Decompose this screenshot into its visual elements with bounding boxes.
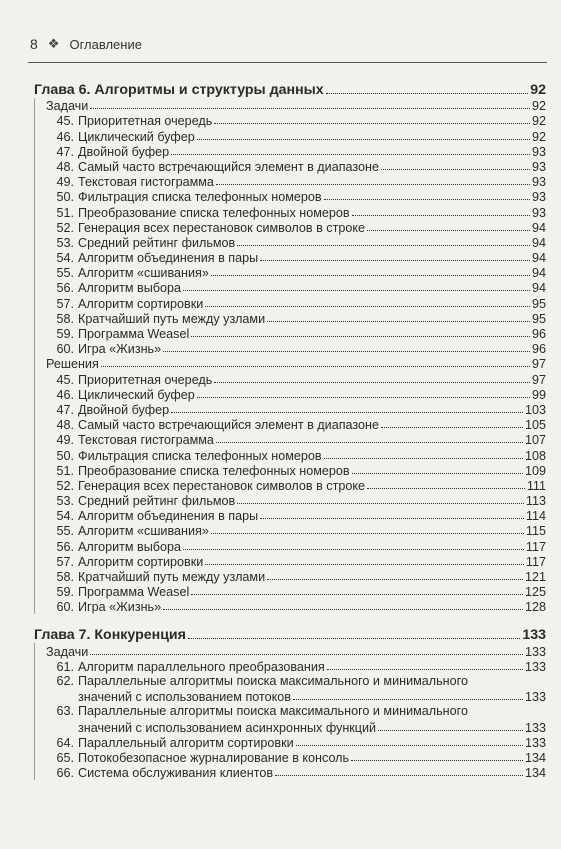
entry-number: 59. <box>56 327 74 341</box>
entry-title: Программа Weasel <box>78 585 190 600</box>
entry-title: Алгоритм выбора <box>78 539 182 554</box>
chapter-heading-title: Глава 7. Конкуренция <box>34 627 186 644</box>
toc-entry <box>46 159 546 174</box>
toc-entry-title <box>46 130 195 144</box>
dot-leader <box>267 321 530 322</box>
dot-leader <box>183 549 524 550</box>
toc-entry <box>46 280 546 295</box>
entry-title: Кратчайший путь между узлами <box>78 311 266 326</box>
entry-title: Генерация всех перестановок символов в строке <box>78 478 366 493</box>
dot-leader <box>216 442 523 443</box>
toc-entry-title <box>46 540 181 554</box>
page-ref: 94 <box>531 266 546 281</box>
entry-title: Кратчайший путь между узлами <box>78 570 266 584</box>
entry-number: 49. <box>56 433 74 448</box>
section-heading-tasks-title: Задачи <box>46 99 89 114</box>
page-ref: 97 <box>531 357 546 372</box>
toc-entry-title <box>46 221 365 235</box>
page-ref: 105 <box>524 418 546 433</box>
dot-leader <box>260 260 530 261</box>
entry-number: 47. <box>56 144 74 159</box>
dot-leader <box>101 366 530 367</box>
toc-entry-title <box>46 373 212 387</box>
toc-entry-title <box>46 660 325 674</box>
entry-number: 64. <box>56 735 74 750</box>
entry-title: Игра «Жизнь» <box>78 600 162 615</box>
entry-title: Потокобезопасное журналирование в консоль <box>78 750 350 765</box>
entry-title-line2 <box>46 719 546 734</box>
toc-entry <box>46 235 546 250</box>
dot-leader <box>216 184 530 185</box>
entry-title: Самый часто встречающийся элемент в диапазоне <box>78 418 379 433</box>
toc-entry-title <box>46 175 214 189</box>
entry-title: Циклический буфер <box>78 387 195 402</box>
toc-entry-title <box>46 766 273 780</box>
toc-entry-title <box>46 236 235 250</box>
toc-entry <box>46 189 546 204</box>
toc-entry <box>46 250 546 265</box>
entry-title: Алгоритм «сшивания» <box>78 266 209 281</box>
toc-entry <box>46 326 546 341</box>
entry-title: Алгоритм «сшивания» <box>78 524 209 539</box>
page-ref: 93 <box>531 190 546 205</box>
page-ref: 103 <box>524 402 546 417</box>
entry-number: 45. <box>56 372 74 387</box>
toc-entry <box>46 478 546 493</box>
entry-title: Алгоритм объединения в пары <box>78 509 259 524</box>
chapter-group <box>34 98 546 614</box>
toc-entry-title <box>46 403 169 417</box>
page-ref: 133 <box>524 735 546 750</box>
entry-title: Алгоритм параллельного преобразования <box>78 659 325 674</box>
page-ref: 92 <box>531 114 546 129</box>
toc-entry-title <box>46 555 203 569</box>
dot-leader <box>352 473 523 474</box>
section-heading-tasks <box>46 643 546 658</box>
dot-leader <box>267 579 523 580</box>
page-ref: 92 <box>531 99 546 114</box>
chapter-heading <box>34 617 546 643</box>
entry-title: Циклический буфер <box>78 129 195 144</box>
dot-leader <box>237 245 530 246</box>
entry-number: 47. <box>56 402 74 417</box>
dot-leader <box>191 594 523 595</box>
page-ref: 133 <box>524 690 546 705</box>
page-ref: 133 <box>524 659 546 674</box>
chapter-group <box>34 643 546 780</box>
entry-number: 46. <box>56 387 74 402</box>
page-ref: 109 <box>524 463 546 478</box>
dot-leader <box>211 533 524 534</box>
section-heading-tasks-title: Задачи <box>46 644 89 659</box>
dot-leader <box>171 154 530 155</box>
entry-number: 54. <box>56 251 74 266</box>
toc-entry-title <box>46 751 349 765</box>
dot-leader <box>90 654 523 655</box>
page-ref: 133 <box>524 644 546 659</box>
toc-entry <box>46 295 546 310</box>
dot-leader <box>188 638 520 639</box>
toc-entry-title <box>46 433 214 447</box>
dot-leader <box>191 336 530 337</box>
toc-entry <box>46 463 546 478</box>
toc-entry-title <box>46 281 181 295</box>
entry-number: 50. <box>56 448 74 463</box>
entry-title: значений с использованием асинхронных функций <box>78 720 377 735</box>
entry-number: 52. <box>56 478 74 493</box>
page-ref: 115 <box>525 524 546 539</box>
dot-leader <box>214 123 530 124</box>
entry-title: Алгоритм сортировки <box>78 296 204 311</box>
toc-entry-title <box>46 585 189 599</box>
entry-title: Самый часто встречающийся элемент в диапазоне <box>78 159 379 174</box>
page-ref: 94 <box>531 235 546 250</box>
entry-number: 61. <box>56 659 74 674</box>
entry-number: 60. <box>56 600 74 615</box>
toc-entry-title <box>46 266 209 280</box>
dot-leader <box>211 275 530 276</box>
entry-title: Текстовая гистограмма <box>78 433 214 448</box>
dot-leader <box>326 93 529 94</box>
entry-title: Двойной буфер <box>78 144 170 159</box>
toc-entry <box>46 599 546 614</box>
toc-entry <box>46 750 546 765</box>
entry-number: 53. <box>56 494 74 509</box>
dot-leader <box>183 290 530 291</box>
page-ref: 128 <box>524 600 546 615</box>
dot-leader <box>171 412 523 413</box>
dot-leader <box>367 488 525 489</box>
toc-entry <box>46 432 546 447</box>
dot-leader <box>352 215 530 216</box>
page-ref: 99 <box>531 387 546 402</box>
entry-number: 49. <box>56 175 74 190</box>
entry-title-line1: Параллельные алгоритмы поиска максимального и минимального <box>78 673 468 688</box>
page-ref: 93 <box>531 144 546 159</box>
dot-leader <box>237 503 524 504</box>
dot-leader <box>381 169 530 170</box>
entry-number: 50. <box>56 190 74 205</box>
page-ref: 121 <box>524 570 546 584</box>
toc-entry <box>46 508 546 523</box>
dot-leader <box>324 199 530 200</box>
entry-title: Преобразование списка телефонных номеров <box>78 205 350 220</box>
page-ref: 111 <box>526 478 546 493</box>
toc-entry-title <box>46 206 350 220</box>
entry-number: 51. <box>56 463 74 478</box>
toc-entry-title <box>46 327 189 341</box>
dot-leader <box>327 669 523 670</box>
entry-title-line1: Параллельные алгоритмы поиска максимального и минимального <box>78 704 468 719</box>
entry-title: Алгоритм объединения в пары <box>78 251 259 266</box>
toc-entry <box>46 569 546 584</box>
section-heading-solutions-title: Решения <box>46 357 99 372</box>
entry-number: 46. <box>56 129 74 144</box>
toc-entry <box>46 113 546 128</box>
toc-entry-title <box>46 464 350 478</box>
toc-entry <box>46 387 546 402</box>
page-ref: 96 <box>531 327 546 341</box>
dot-leader <box>163 351 530 352</box>
dot-leader <box>197 397 530 398</box>
dot-leader <box>381 427 523 428</box>
dot-leader <box>163 609 523 610</box>
entry-number: 63. <box>56 704 74 719</box>
toc-entry <box>46 493 546 508</box>
toc-entry-title <box>46 114 212 128</box>
page-ref: 92 <box>530 82 546 98</box>
entry-title: Средний рейтинг фильмов <box>78 235 236 250</box>
entry-title: Приоритетная очередь <box>78 372 213 387</box>
toc-entry <box>46 128 546 143</box>
entry-title: Текстовая гистограмма <box>78 175 214 190</box>
toc-entry-title <box>46 524 209 538</box>
toc-entry <box>46 659 546 674</box>
entry-title: Алгоритм выбора <box>78 281 182 296</box>
page-ref: 93 <box>531 159 546 174</box>
entry-title: Программа Weasel <box>78 327 190 341</box>
toc-entry-title <box>46 388 195 402</box>
toc-entry <box>46 402 546 417</box>
page-ref: 114 <box>525 509 546 524</box>
toc-entry-title <box>46 600 161 614</box>
toc-entry <box>46 341 546 356</box>
dot-leader <box>351 760 523 761</box>
entry-number: 57. <box>56 554 74 569</box>
toc-entry <box>46 765 546 780</box>
toc-entry-title <box>46 145 169 159</box>
entry-number: 59. <box>56 585 74 600</box>
dot-leader <box>324 458 523 459</box>
toc-entry <box>46 204 546 219</box>
entry-number: 58. <box>56 570 74 584</box>
header-rule <box>28 62 547 63</box>
entry-number: 56. <box>56 539 74 554</box>
entry-number: 65. <box>56 750 74 765</box>
page-ref: 133 <box>522 627 546 644</box>
entry-number: 55. <box>56 266 74 281</box>
entry-title-line2 <box>46 689 546 704</box>
entry-title: Игра «Жизнь» <box>78 342 162 357</box>
entry-number: 45. <box>56 114 74 129</box>
page-ref: 93 <box>531 205 546 220</box>
page-ref: 94 <box>531 281 546 296</box>
toc-entry <box>46 417 546 432</box>
page-ref: 95 <box>531 311 546 326</box>
page-ref: 133 <box>524 720 546 735</box>
entry-number: 57. <box>56 296 74 311</box>
dot-leader <box>90 108 530 109</box>
page-ref: 93 <box>531 175 546 190</box>
running-header <box>30 36 142 52</box>
toc-entry <box>46 144 546 159</box>
table-of-contents <box>0 72 561 780</box>
entry-number: 60. <box>56 342 74 357</box>
toc-entry-title <box>46 418 379 432</box>
section-heading-tasks <box>46 98 546 113</box>
entry-number: 55. <box>56 524 74 539</box>
section-heading-solutions <box>46 356 546 371</box>
entry-number: 62. <box>56 673 74 688</box>
toc-entry <box>46 674 546 704</box>
running-title: Оглавление <box>69 36 142 52</box>
ornament-icon: ❖ <box>47 36 60 51</box>
dot-leader <box>293 699 523 700</box>
toc-entry <box>46 538 546 553</box>
entry-number: 53. <box>56 235 74 250</box>
toc-entry <box>46 704 546 734</box>
entry-number: 56. <box>56 281 74 296</box>
entry-title: Двойной буфер <box>78 402 170 417</box>
toc-entry <box>46 584 546 599</box>
toc-entry-title <box>46 251 258 265</box>
entry-title: Алгоритм сортировки <box>78 554 204 569</box>
page-ref: 95 <box>531 296 546 311</box>
entry-title: Фильтрация списка телефонных номеров <box>78 448 322 463</box>
entry-title: значений с использованием потоков <box>78 690 291 705</box>
page-ref: 107 <box>524 433 546 448</box>
dot-leader <box>205 306 530 307</box>
page-ref: 113 <box>525 494 546 509</box>
toc-entry <box>46 265 546 280</box>
toc-entry <box>46 371 546 386</box>
page-number: 8 <box>30 36 38 52</box>
toc-entry-title <box>46 160 379 174</box>
entry-title: Приоритетная очередь <box>78 114 213 129</box>
page-ref: 134 <box>524 766 546 781</box>
entry-number: 51. <box>56 205 74 220</box>
toc-entry <box>46 523 546 538</box>
entry-title: Параллельный алгоритм сортировки <box>78 735 294 750</box>
page-ref: 117 <box>525 554 546 569</box>
entry-number: 48. <box>56 159 74 174</box>
dot-leader <box>197 139 530 140</box>
toc-entry-title <box>46 479 365 493</box>
toc-entry-title <box>46 312 265 326</box>
dot-leader <box>260 518 524 519</box>
page-ref: 96 <box>531 342 546 357</box>
toc-entry-title <box>46 570 265 584</box>
entry-title: Фильтрация списка телефонных номеров <box>78 190 322 205</box>
toc-entry <box>46 554 546 569</box>
dot-leader <box>205 564 524 565</box>
page-ref: 134 <box>524 750 546 765</box>
toc-entry-title <box>46 449 322 463</box>
entry-number: 52. <box>56 220 74 235</box>
page-ref: 94 <box>531 251 546 266</box>
toc-entry-title <box>46 494 235 508</box>
entry-number: 58. <box>56 311 74 326</box>
page-ref: 92 <box>531 129 546 144</box>
page-ref: 94 <box>531 220 546 235</box>
chapter-heading <box>34 72 546 98</box>
dot-leader <box>378 730 523 731</box>
toc-entry-title <box>46 736 294 750</box>
dot-leader <box>367 230 530 231</box>
toc-entry <box>46 735 546 750</box>
toc-entry <box>46 311 546 326</box>
dot-leader <box>296 745 523 746</box>
page-ref: 125 <box>524 585 546 600</box>
entry-number: 66. <box>56 766 74 781</box>
page-ref: 117 <box>525 539 546 554</box>
toc-entry-title <box>46 297 203 311</box>
chapter-heading-title: Глава 6. Алгоритмы и структуры данных <box>34 82 324 98</box>
entry-title: Система обслуживания клиентов <box>78 766 274 781</box>
toc-entry-title <box>46 509 258 523</box>
dot-leader <box>275 775 523 776</box>
entry-title: Генерация всех перестановок символов в строке <box>78 220 366 235</box>
entry-number: 54. <box>56 509 74 524</box>
toc-entry <box>46 174 546 189</box>
toc-entry <box>46 220 546 235</box>
toc-entry-title <box>46 342 161 356</box>
toc-entry <box>46 447 546 462</box>
toc-entry-title <box>46 190 322 204</box>
entry-title: Средний рейтинг фильмов <box>78 494 236 509</box>
page-ref: 97 <box>531 372 546 387</box>
page-ref: 108 <box>524 448 546 463</box>
dot-leader <box>214 382 530 383</box>
entry-number: 48. <box>56 418 74 433</box>
entry-title: Преобразование списка телефонных номеров <box>78 463 350 478</box>
